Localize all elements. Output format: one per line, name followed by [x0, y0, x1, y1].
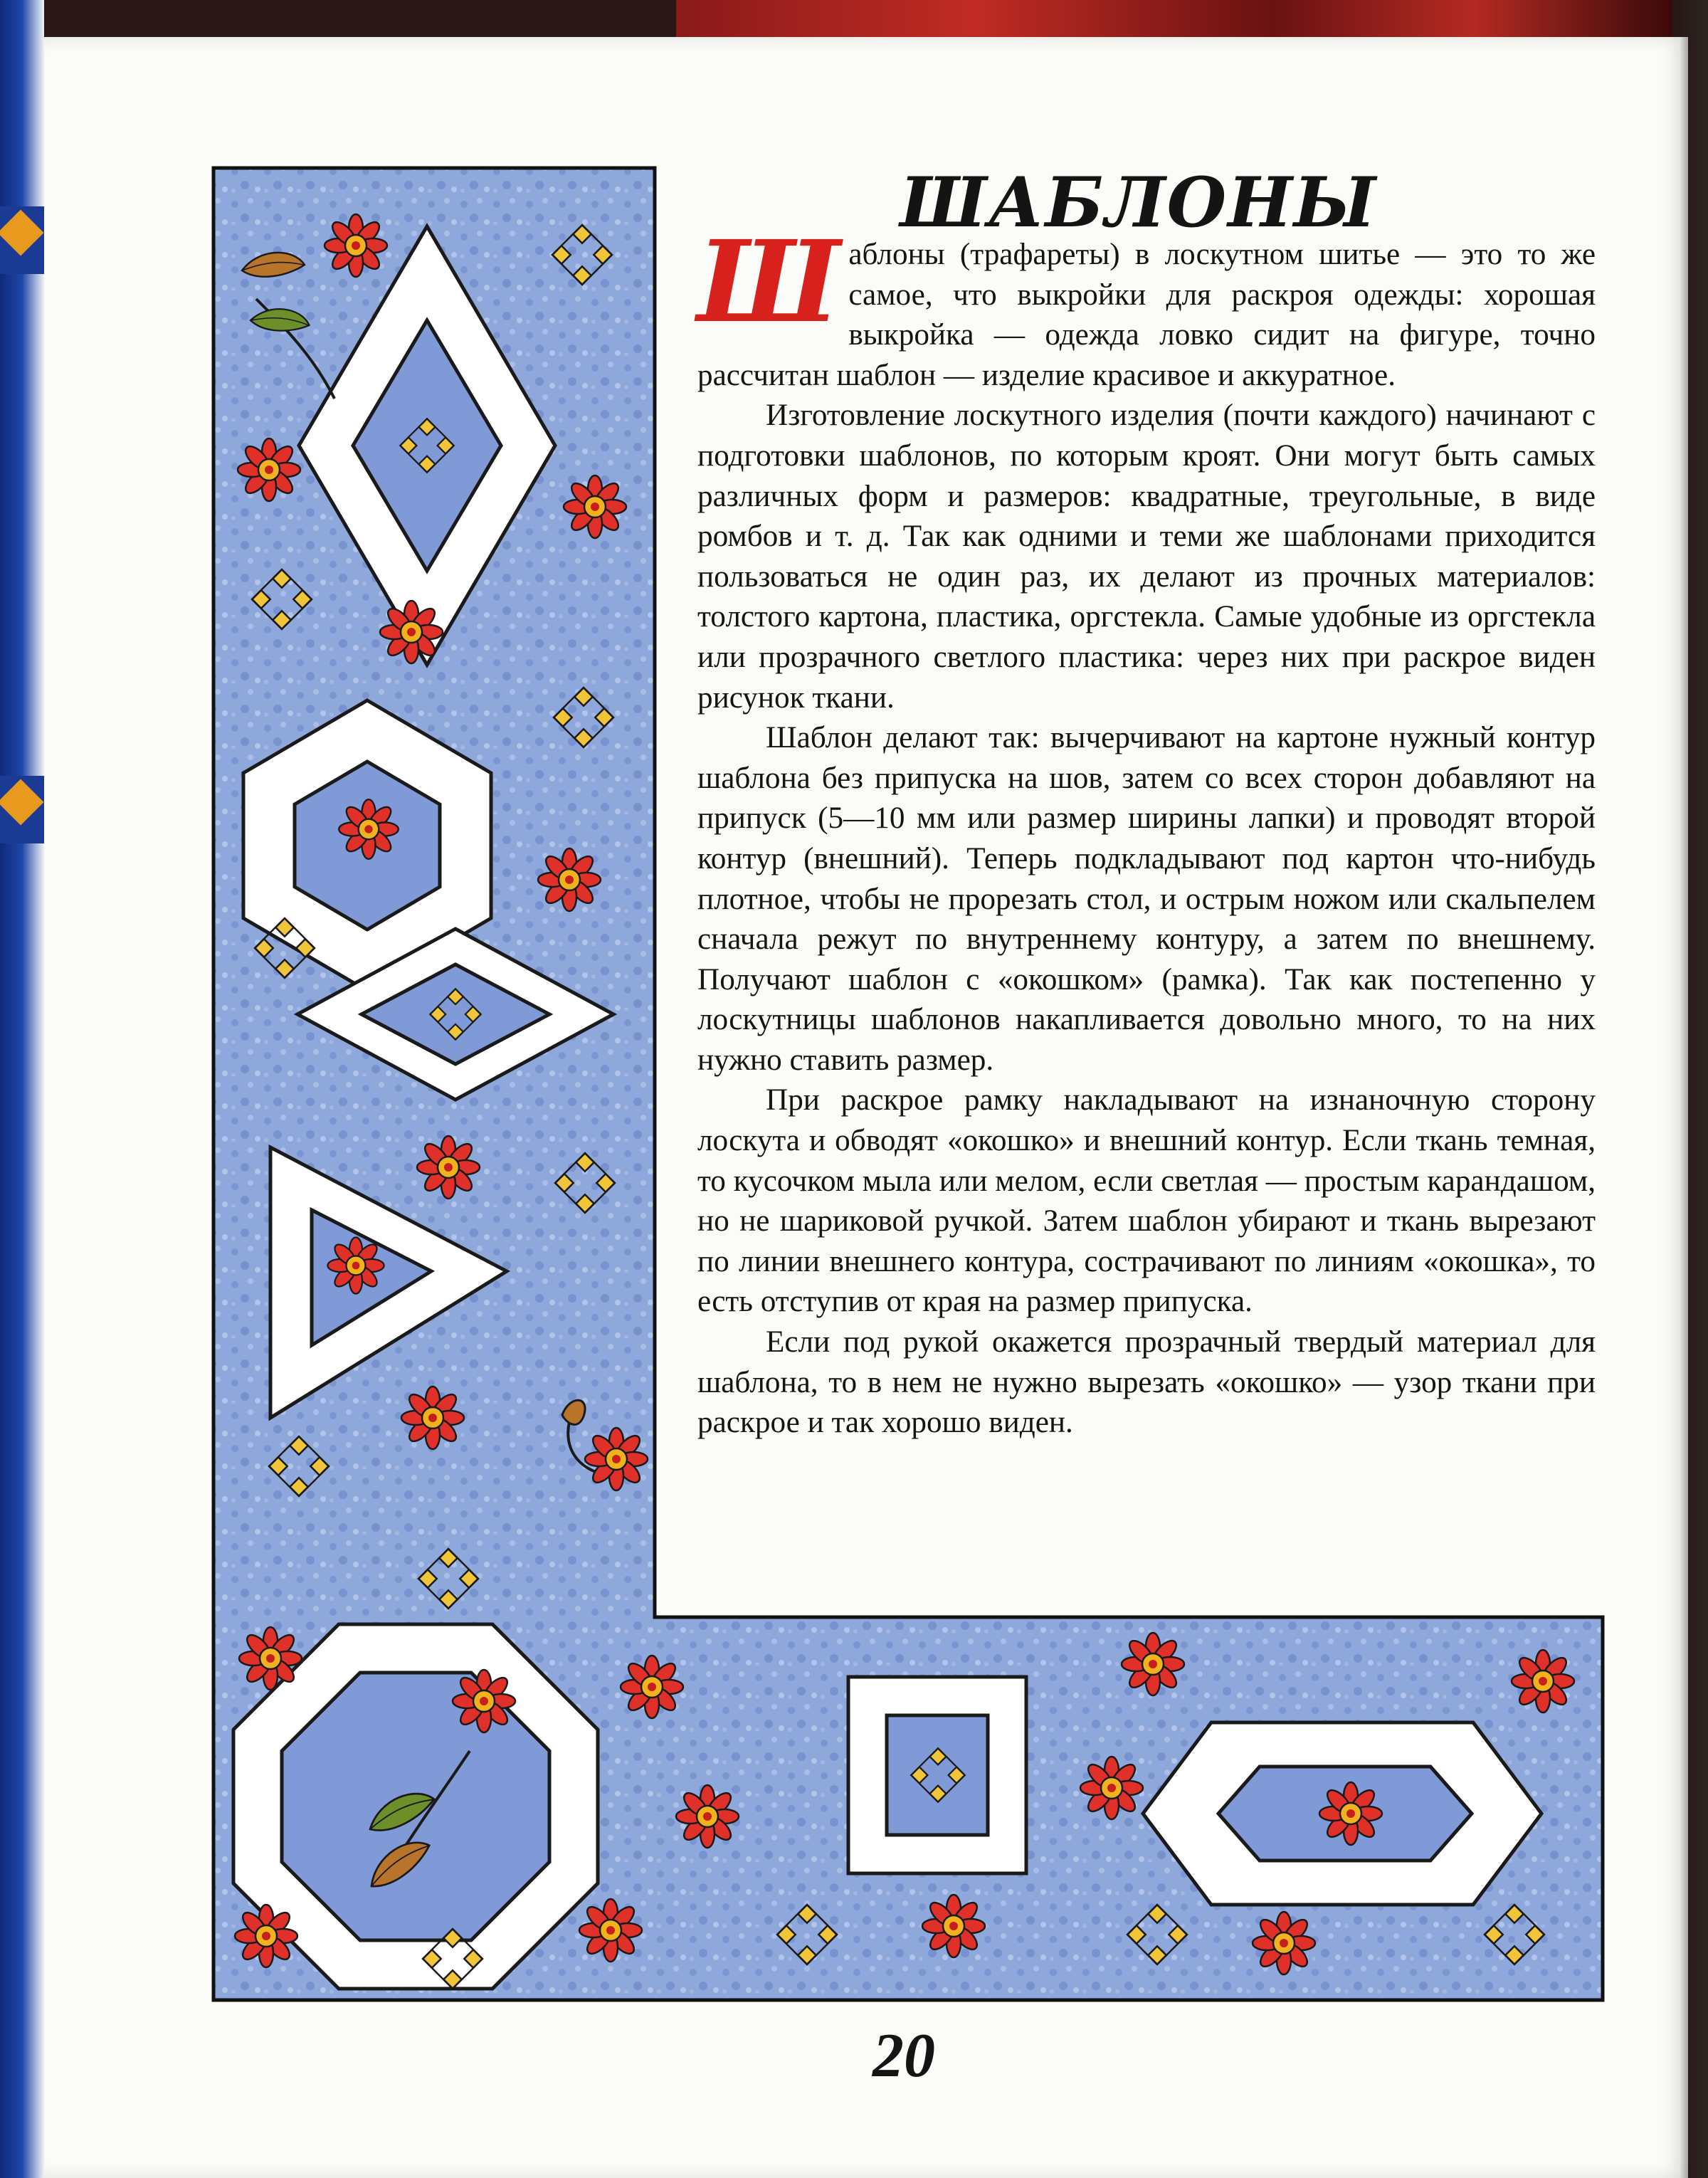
flower-icon — [538, 848, 601, 911]
flower-icon — [238, 438, 300, 501]
paragraph-text: аблоны (трафареты) в лоскутном шитье — это то же самое, что выкройки для раскроя одежды: хорошая выкройка — одежда ловко сидит на фигуре, точно рассчитан шаблон — изделие красивое и аккуратное. — [697, 238, 1596, 392]
square-template-icon — [848, 1677, 1026, 1873]
flower-icon — [417, 1136, 480, 1199]
book-gutter-shadow — [1680, 0, 1708, 2178]
flower-icon — [327, 1237, 384, 1293]
flower-icon — [922, 1895, 985, 1957]
article-body — [697, 216, 1596, 1443]
book-cover-edge — [676, 0, 1672, 38]
flower-icon — [564, 475, 626, 538]
flower-icon — [235, 1905, 297, 1967]
flower-icon — [453, 1670, 515, 1732]
page-number: 20 — [873, 2021, 935, 2090]
flower-icon — [621, 1656, 683, 1718]
flower-icon — [1080, 1757, 1143, 1819]
paragraph: Шаблон делают так: вычерчивают на картоне нужный контур шаблона без припуска на шов, затем со всех сторон добавляют на припуск (5—10 мм или размер ширины лапки) и проводят второй контур (внешний). Теперь подкладывают под картон что-нибудь плотное, чтобы не прорезать стол, и острым ножом или скальпелем сначала режут по внутреннему контуру, а затем по внешнему. Получают шаблон с «окошком» (рамка). Так как постепенно у лоскутницы шаблонов накапливается довольно много, то на них нужно ставить размер. — [697, 721, 1596, 1077]
flower-icon — [676, 1785, 739, 1848]
flower-icon — [579, 1899, 642, 1962]
flower-icon — [339, 799, 399, 859]
paragraph: Изготовление лоскутного изделия (почти каждого) начинают с подготовки шаблонов, по которым кроят. Они могут быть самых различных форм и размеров: квадратные, треугольные, в виде ромбов и т. д. Так как одними и теми же шаблонами приходится пользоваться не один раз, их делают из прочных материалов: толстого картона, пластика, оргстекла. Самые удобные из оргстекла или прозрачного светлого пластика: через них при раскрое виден рисунок ткани. — [697, 399, 1596, 715]
flower-icon — [1122, 1633, 1184, 1695]
drop-cap: Ш — [697, 216, 840, 348]
flower-icon — [1253, 1912, 1315, 1974]
paragraph: При раскрое рамку накладывают на изнаночную сторону лоскута и обводят «окошко» и внешний контур. Если ткань темная, то кусочком мыла или мелом, если светлая — простым карандашом, но не шариковой ручкой. Затем шаблон убирают и ткань вырезают по линии внешнего контура, сострачивают по линиям «окошка», то есть отступив от края на размер припуска. — [697, 1083, 1596, 1319]
paragraph: Если под рукой окажется прозрачный твердый материал для шаблона, то в нем не нужно вырезать «окошко» — узор ткани при раскрое и так хорошо виден. — [697, 1325, 1596, 1440]
page-title — [890, 162, 1388, 243]
paragraph — [697, 216, 1596, 396]
flower-icon — [1512, 1650, 1574, 1713]
flower-icon — [1319, 1782, 1382, 1845]
flower-icon — [401, 1387, 464, 1449]
flower-icon — [239, 1627, 302, 1690]
ornament-icon — [0, 206, 44, 274]
flower-icon — [325, 214, 387, 277]
adjacent-page-edge — [0, 0, 44, 2178]
flower-icon — [585, 1428, 648, 1490]
ornament-icon — [0, 776, 44, 843]
flower-icon — [380, 601, 443, 663]
page-title-text: ШАБЛОНЫ — [900, 162, 1378, 243]
